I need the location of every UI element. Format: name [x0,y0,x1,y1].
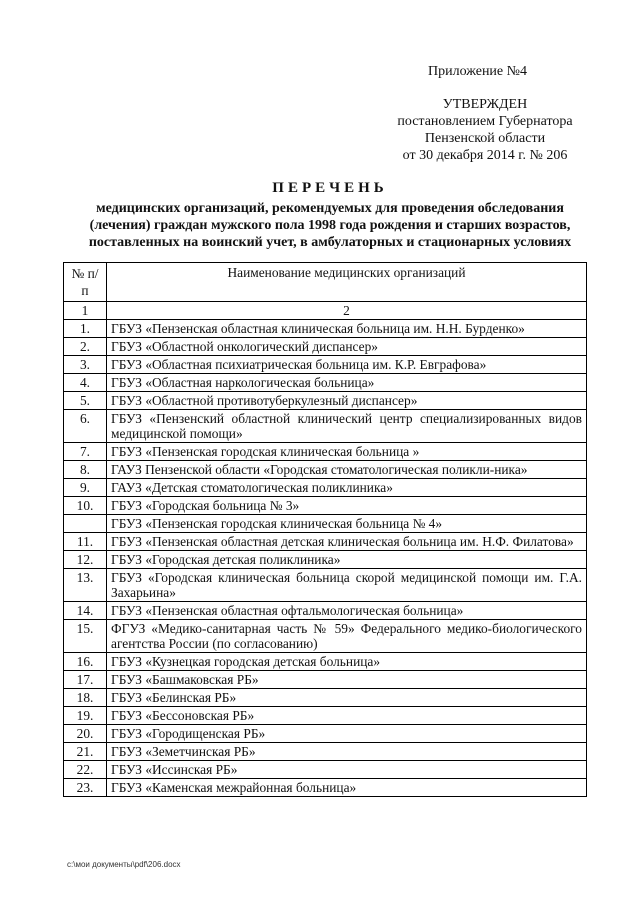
row-number: 11. [64,533,107,551]
row-number [64,515,107,533]
organization-name: ГБУЗ «Областная психиатрическая больница им. К.Р. Евграфова» [107,356,587,374]
organization-name: ГБУЗ «Каменская межрайонная больница» [107,779,587,797]
approval-line-1: УТВЕРЖДЕН [442,97,528,112]
heading-subtitle-2: (лечения) граждан мужского пола 1998 года рождения и старших возрастов, [89,218,571,233]
table-row [64,761,587,779]
organization-name: ГБУЗ «Пензенская городская клиническая больница » [107,443,587,461]
row-number: 6. [64,410,107,443]
table-header-row [64,263,587,302]
organization-name: ГБУЗ «Областной противотуберкулезный диспансер» [107,392,587,410]
organization-name: ГБУЗ «Городищенская РБ» [107,725,587,743]
document-heading [60,180,600,251]
table-row [64,620,587,653]
row-number: 20. [64,725,107,743]
header-number: № п/п [64,263,107,302]
table-row [64,443,587,461]
table-row [64,461,587,479]
row-number: 17. [64,671,107,689]
organization-name: ГБУЗ «Пензенская областная детская клиническая больница им. Н.Ф. Филатова» [107,533,587,551]
table-body [64,320,587,797]
row-number: 4. [64,374,107,392]
row-number: 15. [64,620,107,653]
row-number: 3. [64,356,107,374]
table-row [64,515,587,533]
row-number: 21. [64,743,107,761]
row-number: 5. [64,392,107,410]
table-row [64,569,587,602]
table-row [64,410,587,443]
organization-name: ГБУЗ «Городская детская поликлиника» [107,551,587,569]
column-index-1: 1 [64,302,107,320]
row-number: 2. [64,338,107,356]
organization-name: ГБУЗ «Башмаковская РБ» [107,671,587,689]
table-row [64,533,587,551]
organization-name: ГБУЗ «Иссинская РБ» [107,761,587,779]
row-number: 7. [64,443,107,461]
organization-name: ГБУЗ «Пензенский областной клинический центр специализированных видов медицинской помощи» [107,410,587,443]
organization-name: ГБУЗ «Кузнецкая городская детская больница» [107,653,587,671]
approval-line-2: постановлением Губернатора [397,114,573,129]
row-number: 16. [64,653,107,671]
organizations-table [63,262,587,797]
table-row [64,725,587,743]
row-number: 8. [64,461,107,479]
column-index-2: 2 [107,302,587,320]
table-row [64,338,587,356]
organization-name: ГБУЗ «Городская больница № 3» [107,497,587,515]
table-row [64,356,587,374]
organization-name: ГБУЗ «Бессоновская РБ» [107,707,587,725]
table-row [64,320,587,338]
table-row [64,707,587,725]
file-path-footer: c:\мои документы\pdf\206.docx [67,860,181,869]
table-row [64,602,587,620]
table-row [64,479,587,497]
row-number: 10. [64,497,107,515]
row-number: 23. [64,779,107,797]
table-row [64,671,587,689]
approval-block [370,96,600,164]
heading-subtitle-3: поставленных на воинский учет, в амбулаторных и стационарных условиях [88,235,572,250]
heading-subtitle-1: медицинских организаций, рекомендуемых для проведения обследования [96,201,564,216]
organization-name: ГБУЗ «Пензенская областная офтальмологическая больница» [107,602,587,620]
organization-name: ФГУЗ «Медико-санитарная часть № 59» Федерального медико-биологического агентства России (по согласованию) [107,620,587,653]
row-number: 22. [64,761,107,779]
organization-name: ГБУЗ «Белинская РБ» [107,689,587,707]
organization-name: ГБУЗ «Земетчинская РБ» [107,743,587,761]
organization-name: ГБУЗ «Городская клиническая больница скорой медицинской помощи им. Г.А. Захарьина» [107,569,587,602]
table-row [64,374,587,392]
table-row [64,743,587,761]
column-number-row [64,302,587,320]
row-number: 1. [64,320,107,338]
organization-name: ГБУЗ «Пензенская областная клиническая больница им. Н.Н. Бурденко» [107,320,587,338]
heading-title: ПЕРЕЧЕНЬ [272,180,388,196]
table-row [64,779,587,797]
row-number: 9. [64,479,107,497]
row-number: 12. [64,551,107,569]
row-number: 14. [64,602,107,620]
table-row [64,689,587,707]
table-row [64,653,587,671]
organization-name: ГБУЗ «Пензенская городская клиническая больница № 4» [107,515,587,533]
approval-line-4: от 30 декабря 2014 г. № 206 [402,148,568,163]
organization-name: ГБУЗ «Областной онкологический диспансер» [107,338,587,356]
header-name: Наименование медицинских организаций [107,263,587,302]
organization-name: ГАУЗ «Детская стоматологическая поликлиника» [107,479,587,497]
annex-label: Приложение №4 [428,64,527,79]
organization-name: ГБУЗ «Областная наркологическая больница» [107,374,587,392]
row-number: 13. [64,569,107,602]
row-number: 18. [64,689,107,707]
table-row [64,497,587,515]
row-number: 19. [64,707,107,725]
organization-name: ГАУЗ Пензенской области «Городская стоматологическая поликли-ника» [107,461,587,479]
table-row [64,551,587,569]
table-row [64,392,587,410]
approval-line-3: Пензенской области [424,131,546,146]
